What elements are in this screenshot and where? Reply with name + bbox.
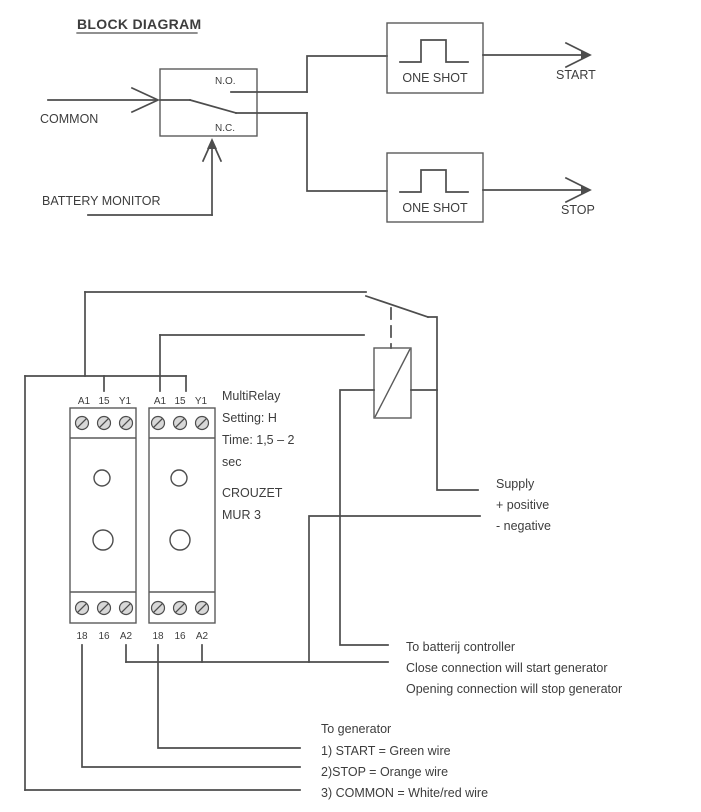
block-diagram-section: [40, 16, 596, 222]
relay-info-line4: sec: [222, 455, 242, 469]
wire-coil-to-battery-controller: [340, 390, 388, 645]
supply-positive: + positive: [496, 498, 550, 512]
terminal-label-15: 15: [98, 396, 110, 407]
relay-info-line2: Setting: H: [222, 411, 277, 425]
terminal-label-y1: Y1: [194, 396, 208, 407]
terminal-label-16: 16: [174, 631, 186, 642]
terminal-label-y1: Y1: [118, 396, 132, 407]
one-shot-start-label: ONE SHOT: [402, 71, 468, 85]
start-label: START: [556, 68, 596, 82]
terminal-label-a1: A1: [153, 396, 167, 407]
relay-info-line3: Time: 1,5 – 2: [222, 433, 295, 447]
wire-positive-supply: [428, 317, 478, 490]
generator-note-title: To generator: [321, 722, 392, 736]
screw-terminal-icons: [152, 417, 209, 615]
battery-note-line3: Opening connection will stop generator: [406, 682, 623, 696]
module-body: [70, 408, 136, 623]
relay-info-line1: MultiRelay: [222, 389, 281, 403]
module-body: [149, 408, 215, 623]
supply-note: [496, 477, 551, 533]
screw-terminal-icons: [76, 417, 133, 615]
battery-note-line2: Close connection will start generator: [406, 661, 608, 675]
no-label: N.O.: [215, 76, 236, 87]
terminal-label-a2: A2: [195, 631, 209, 642]
start-branch-wire: [307, 56, 387, 92]
battery-note-line1: To batterij controller: [406, 640, 516, 654]
generator-note-start: 1) START = Green wire: [321, 744, 451, 758]
supply-negative: - negative: [496, 519, 551, 533]
generator-note: [321, 722, 488, 800]
relay-coil-diagonal: [375, 349, 410, 417]
contactor-switch-blade: [366, 296, 428, 317]
module-knob-icon: [94, 470, 110, 486]
module-knob-icon: [93, 530, 113, 550]
terminal-label-18: 18: [152, 631, 164, 642]
one-shot-stop-label: ONE SHOT: [402, 201, 468, 215]
switch-blade: [190, 100, 236, 113]
module-knob-icon: [170, 530, 190, 550]
device-model: MUR 3: [222, 508, 261, 522]
terminal-label-15: 15: [174, 396, 186, 407]
relay-module-2: [149, 396, 215, 642]
terminal-label-16: 16: [98, 631, 110, 642]
terminal-label-a2: A2: [119, 631, 133, 642]
stop-label: STOP: [561, 203, 595, 217]
wire-start-to-generator: [158, 645, 300, 748]
device-brand: CROUZET: [222, 486, 283, 500]
multirelay-info-note: [222, 389, 295, 522]
battery-controller-note: [406, 640, 622, 696]
module-knob-icon: [171, 470, 187, 486]
pulse-icon: [400, 40, 468, 62]
generator-note-stop: 2)STOP = Orange wire: [321, 765, 449, 779]
nc-label: N.C.: [215, 123, 235, 134]
terminal-label-a1: A1: [77, 396, 91, 407]
relay-module-1: [70, 396, 136, 642]
wiring-diagram-section: [25, 292, 622, 800]
pulse-icon: [400, 170, 468, 192]
relay-switch-box: [160, 69, 257, 136]
supply-title: Supply: [496, 477, 535, 491]
generator-note-common: 3) COMMON = White/red wire: [321, 786, 489, 800]
battery-monitor-label: BATTERY MONITOR: [42, 194, 161, 208]
terminal-label-18: 18: [76, 631, 88, 642]
stop-branch-wire: [307, 113, 387, 191]
block-diagram-title: BLOCK DIAGRAM: [77, 16, 202, 32]
battery-monitor-arrow-tip: [207, 138, 217, 149]
common-label: COMMON: [40, 112, 99, 126]
